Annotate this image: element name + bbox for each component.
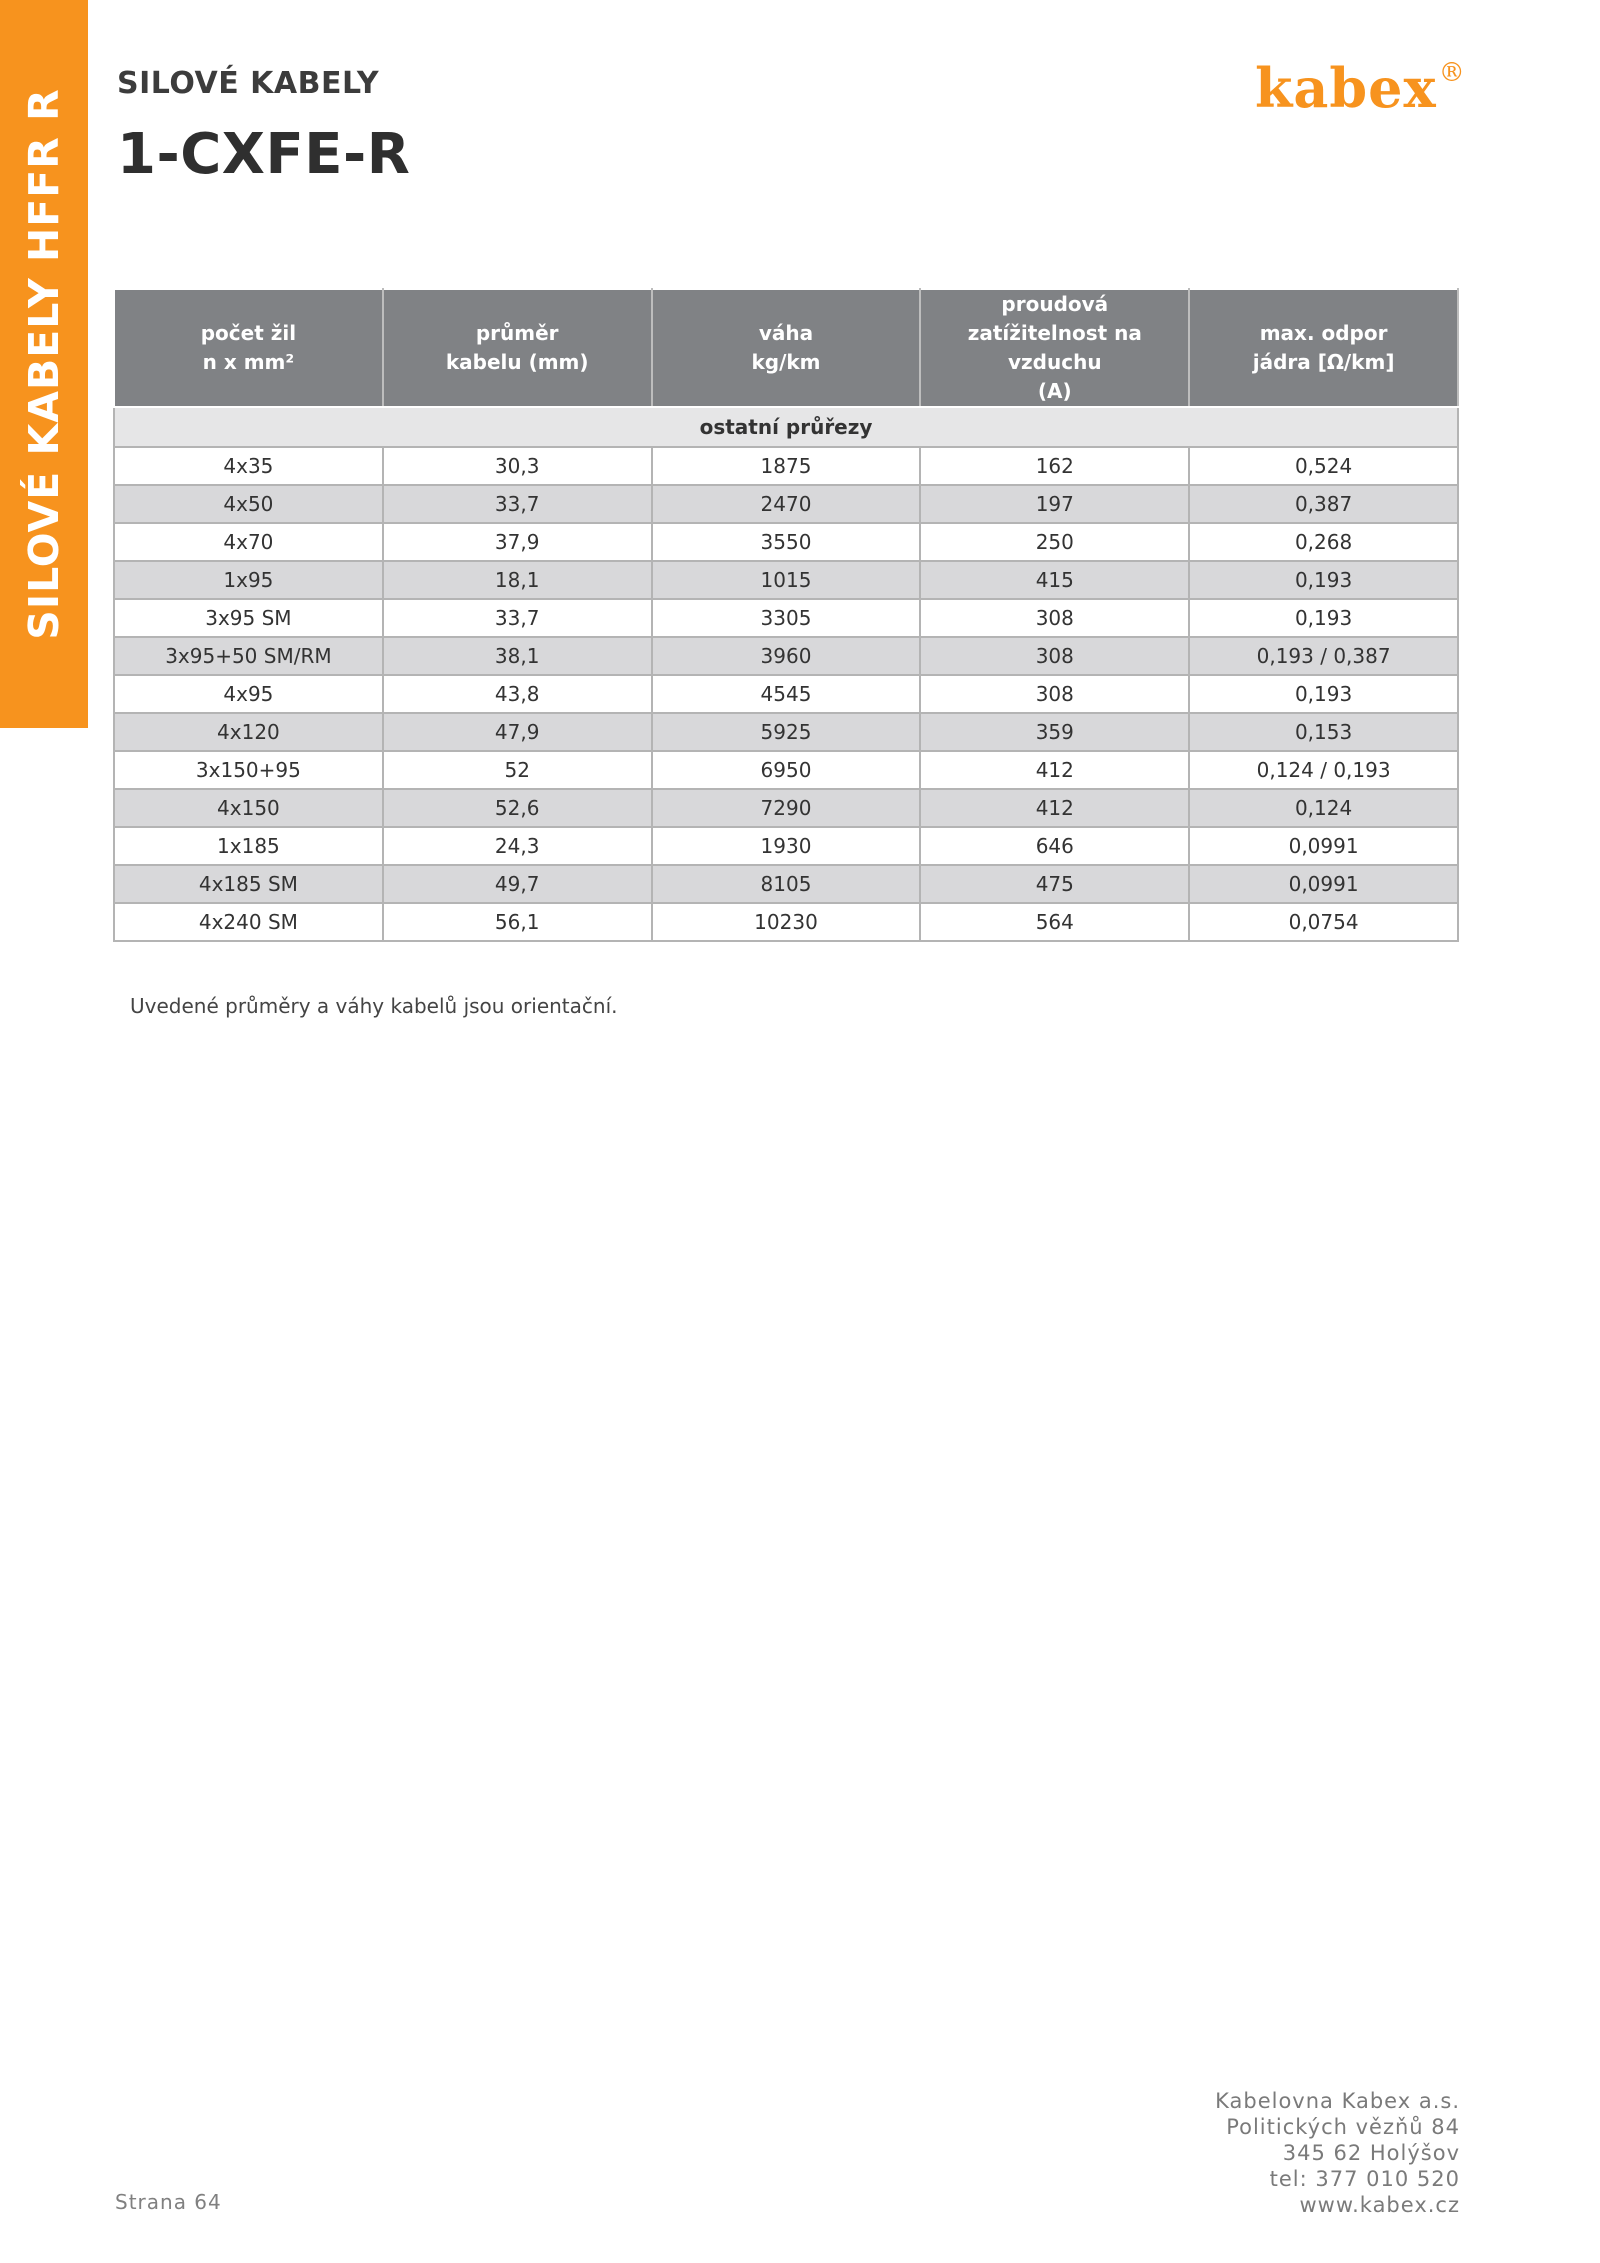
cell-cores: 4x150 bbox=[114, 789, 383, 827]
table-row bbox=[114, 523, 1458, 561]
cell-diameter: 47,9 bbox=[383, 713, 652, 751]
cell-cores: 4x185 SM bbox=[114, 865, 383, 903]
cell-weight: 7290 bbox=[652, 789, 921, 827]
cell-resistance: 0,0754 bbox=[1189, 903, 1458, 941]
cell-resistance: 0,524 bbox=[1189, 447, 1458, 485]
table-row bbox=[114, 903, 1458, 941]
cell-diameter: 30,3 bbox=[383, 447, 652, 485]
cell-cores: 4x120 bbox=[114, 713, 383, 751]
table-row bbox=[114, 675, 1458, 713]
cell-weight: 5925 bbox=[652, 713, 921, 751]
cell-cores: 3x95+50 SM/RM bbox=[114, 637, 383, 675]
cell-resistance: 0,0991 bbox=[1189, 827, 1458, 865]
cell-cores: 4x50 bbox=[114, 485, 383, 523]
cell-weight: 1875 bbox=[652, 447, 921, 485]
cell-weight: 3960 bbox=[652, 637, 921, 675]
col-header-diameter: průměr kabelu (mm) bbox=[383, 289, 652, 407]
cell-diameter: 52 bbox=[383, 751, 652, 789]
table-row bbox=[114, 447, 1458, 485]
cell-current: 475 bbox=[920, 865, 1189, 903]
cell-current: 564 bbox=[920, 903, 1189, 941]
cell-diameter: 24,3 bbox=[383, 827, 652, 865]
col-header-cores: počet žil n x mm² bbox=[114, 289, 383, 407]
table-row bbox=[114, 827, 1458, 865]
table-row bbox=[114, 599, 1458, 637]
cell-cores: 4x240 SM bbox=[114, 903, 383, 941]
logo-text: kabex bbox=[1255, 56, 1437, 120]
cell-weight: 1015 bbox=[652, 561, 921, 599]
cell-current: 308 bbox=[920, 599, 1189, 637]
cell-resistance: 0,193 bbox=[1189, 561, 1458, 599]
cell-diameter: 38,1 bbox=[383, 637, 652, 675]
company-phone: tel: 377 010 520 bbox=[1269, 2167, 1460, 2191]
cell-weight: 4545 bbox=[652, 675, 921, 713]
cell-current: 308 bbox=[920, 637, 1189, 675]
cell-resistance: 0,193 bbox=[1189, 599, 1458, 637]
table-row bbox=[114, 485, 1458, 523]
cell-diameter: 37,9 bbox=[383, 523, 652, 561]
cell-cores: 3x150+95 bbox=[114, 751, 383, 789]
cell-weight: 10230 bbox=[652, 903, 921, 941]
cell-weight: 8105 bbox=[652, 865, 921, 903]
cell-weight: 3550 bbox=[652, 523, 921, 561]
company-name: Kabelovna Kabex a.s. bbox=[1215, 2089, 1460, 2113]
company-address bbox=[1215, 2088, 1460, 2218]
col-header-resistance: max. odpor jádra [Ω/km] bbox=[1189, 289, 1458, 407]
cell-current: 197 bbox=[920, 485, 1189, 523]
cell-diameter: 18,1 bbox=[383, 561, 652, 599]
cell-current: 646 bbox=[920, 827, 1189, 865]
cell-diameter: 33,7 bbox=[383, 599, 652, 637]
cable-spec-table bbox=[113, 288, 1459, 942]
cell-cores: 1x185 bbox=[114, 827, 383, 865]
cell-resistance: 0,153 bbox=[1189, 713, 1458, 751]
cell-cores: 4x35 bbox=[114, 447, 383, 485]
company-web: www.kabex.cz bbox=[1299, 2193, 1460, 2217]
table-row bbox=[114, 637, 1458, 675]
page-number: Strana 64 bbox=[115, 2190, 222, 2214]
cell-resistance: 0,268 bbox=[1189, 523, 1458, 561]
cell-weight: 2470 bbox=[652, 485, 921, 523]
cell-weight: 3305 bbox=[652, 599, 921, 637]
section-label: ostatní průřezy bbox=[114, 407, 1458, 447]
cell-resistance: 0,193 / 0,387 bbox=[1189, 637, 1458, 675]
cell-diameter: 49,7 bbox=[383, 865, 652, 903]
cell-resistance: 0,193 bbox=[1189, 675, 1458, 713]
cell-diameter: 43,8 bbox=[383, 675, 652, 713]
cell-resistance: 0,0991 bbox=[1189, 865, 1458, 903]
table-row bbox=[114, 713, 1458, 751]
side-category-label: SILOVÉ KABELY HFFR R bbox=[20, 88, 68, 640]
cell-cores: 1x95 bbox=[114, 561, 383, 599]
table-row bbox=[114, 865, 1458, 903]
page-title: 1-CXFE-R bbox=[117, 122, 411, 187]
table-row bbox=[114, 561, 1458, 599]
cell-current: 308 bbox=[920, 675, 1189, 713]
cell-diameter: 52,6 bbox=[383, 789, 652, 827]
cell-current: 359 bbox=[920, 713, 1189, 751]
company-street: Politických vězňů 84 bbox=[1226, 2115, 1460, 2139]
col-header-current: proudová zatížitelnost na vzduchu (A) bbox=[920, 289, 1189, 407]
cell-weight: 1930 bbox=[652, 827, 921, 865]
cell-resistance: 0,124 / 0,193 bbox=[1189, 751, 1458, 789]
registered-mark: ® bbox=[1438, 58, 1466, 88]
company-city: 345 62 Holýšov bbox=[1282, 2141, 1460, 2165]
cell-cores: 4x95 bbox=[114, 675, 383, 713]
cell-current: 412 bbox=[920, 751, 1189, 789]
table-row bbox=[114, 751, 1458, 789]
cell-cores: 4x70 bbox=[114, 523, 383, 561]
cell-current: 415 bbox=[920, 561, 1189, 599]
cell-current: 250 bbox=[920, 523, 1189, 561]
cell-diameter: 56,1 bbox=[383, 903, 652, 941]
side-category-tab bbox=[0, 0, 88, 728]
table-header-row bbox=[114, 289, 1458, 407]
cell-cores: 3x95 SM bbox=[114, 599, 383, 637]
table-row bbox=[114, 789, 1458, 827]
cell-current: 162 bbox=[920, 447, 1189, 485]
cell-resistance: 0,124 bbox=[1189, 789, 1458, 827]
page-kicker: SILOVÉ KABELY bbox=[117, 66, 380, 101]
section-row bbox=[114, 407, 1458, 447]
cell-resistance: 0,387 bbox=[1189, 485, 1458, 523]
cell-diameter: 33,7 bbox=[383, 485, 652, 523]
kabex-logo bbox=[1255, 56, 1466, 120]
cell-current: 412 bbox=[920, 789, 1189, 827]
footnote: Uvedené průměry a váhy kabelů jsou orientační. bbox=[130, 994, 618, 1018]
cell-weight: 6950 bbox=[652, 751, 921, 789]
col-header-weight: váha kg/km bbox=[652, 289, 921, 407]
